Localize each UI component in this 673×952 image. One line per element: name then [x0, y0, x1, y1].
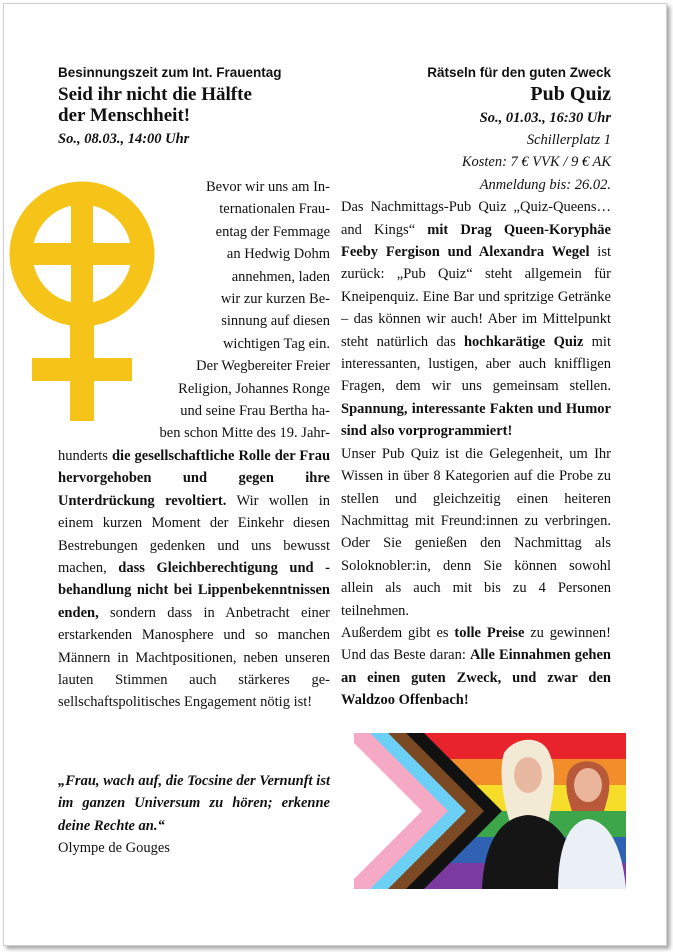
intro-line: annehmen, laden [231, 268, 330, 285]
left-article-header [58, 64, 330, 150]
intro-line: ternationalen Frau- [219, 201, 330, 218]
intro-line: wir zur kurzen Be- [220, 291, 330, 308]
intro-line: wichtigen Tag ein. [222, 335, 330, 352]
right-body-bold: tolle Preise [454, 624, 525, 641]
right-body-text: Das Nachmittags-Pub Quiz „Quiz-Queens… and Kings“ [341, 199, 611, 238]
quote-text: „Frau, wach auf, die Tocsine der Vernunft ist im ganzen Universum zu hören; erkenne deine Rechte an.“ [58, 773, 330, 834]
intro-line: Religion, Johannes Ronge [178, 380, 330, 397]
left-kicker: Besinnungszeit zum Int. Frauentag [58, 65, 282, 80]
intro-line: Der Wegbereiter Freier [196, 358, 330, 375]
right-article [341, 64, 611, 712]
right-body-text: ist zurück: „Pub Quiz“ steht allgemein für Kneipenquiz. Eine Bar und spritzige Getränke – das können wir auch! Aber im Mittelpunkt steht natürlich das [341, 244, 611, 350]
right-paragraph-1 [341, 196, 611, 442]
intro-line: Bevor wir uns am In- [205, 179, 330, 195]
right-registration: Anmeldung bis: 26.02. [479, 176, 611, 193]
intro-line: sinnung auf diesen [221, 313, 330, 330]
right-body-bold: mit Drag Queen-Koryphäe Feeby Fergison und Alexandra Wegel [341, 221, 611, 261]
left-body-text: Wir wollen in einem kurzen Moment der Einkehr diesen Bestrebungen gedenken und uns bewusst machen, [58, 492, 330, 576]
intro-line: entag der Femmage [215, 223, 330, 240]
right-title: Pub Quiz [530, 83, 611, 105]
right-body-text: mit interessanten, lustigen, aber auch kniffligen Fragen, dem wir uns gemeinsam stellen. [341, 333, 611, 395]
intro-line: und seine Frau Bertha ha- [180, 403, 330, 420]
left-title-line2: der Menschheit! [58, 105, 191, 126]
right-costs: Kosten: 7 € VVK / 9 € AK [461, 154, 611, 171]
left-title-line1: Seid ihr nicht die Hälfte [58, 84, 252, 105]
left-intro [58, 176, 330, 714]
right-body-bold: Alle Einnahmen gehen an einen guten Zweck, und zwar den Waldzoo Offenbach! [341, 647, 611, 709]
right-kicker: Rätseln für den guten Zweck [427, 65, 611, 80]
right-location: Schillerplatz 1 [526, 132, 611, 148]
right-paragraph-2: Unser Pub Quiz ist die Gelegenheit, um Ihr Wissen in über 8 Kategorien auf die Probe zu stellen und gleichzeitig einen heiteren Nachmittag mit Freund:innen zu verbringen. Oder Sie genießen den Nachmittag als Soloknobler:in, denn Sie können sowohl allein als auch mit bis zu 4 Personen teilnehmen. [341, 445, 611, 619]
left-body [58, 445, 330, 714]
right-body-bold: hochkarätige Quiz [463, 333, 584, 350]
right-paragraph-3 [341, 622, 611, 712]
left-quote [58, 770, 330, 860]
intro-line: an Hedwig Dohm [226, 246, 330, 263]
left-body-bold: die gesellschaftliche Rolle der Frau hervorgehoben und gegen ihre Unterdrückung revoltiert. [58, 447, 331, 509]
right-body-text: zu gewinnen! Und das Beste daran: [341, 624, 611, 664]
pride-flag-photo [354, 733, 626, 889]
right-body-text: Außerdem gibt es [341, 624, 455, 641]
intro-line: ben schon Mitte des 19. Jahr- [159, 425, 330, 442]
left-body-text: sondern dass in Anbetracht einer erstarkenden Manosphere und so manchen Männern in Machtpositionen, neben unseren lauten Stimmen auch stärkeres gesellschaftspolitisches Engagement nötig ist! [58, 604, 330, 711]
quote-author: Olympe de Gouges [58, 840, 170, 857]
left-date: So., 08.03., 14:00 Uhr [58, 131, 190, 147]
left-body-text: hunderts [58, 447, 112, 464]
left-body-bold: dass Gleichberechtigung und -behandlung nicht bei Lippenbekenntnissen enden, [58, 559, 330, 621]
right-body-bold: Spannung, interessante Fakten und Humor sind also vorprogrammiert! [341, 400, 611, 440]
right-date: So., 01.03., 16:30 Uhr [479, 110, 611, 126]
left-title [58, 84, 330, 126]
